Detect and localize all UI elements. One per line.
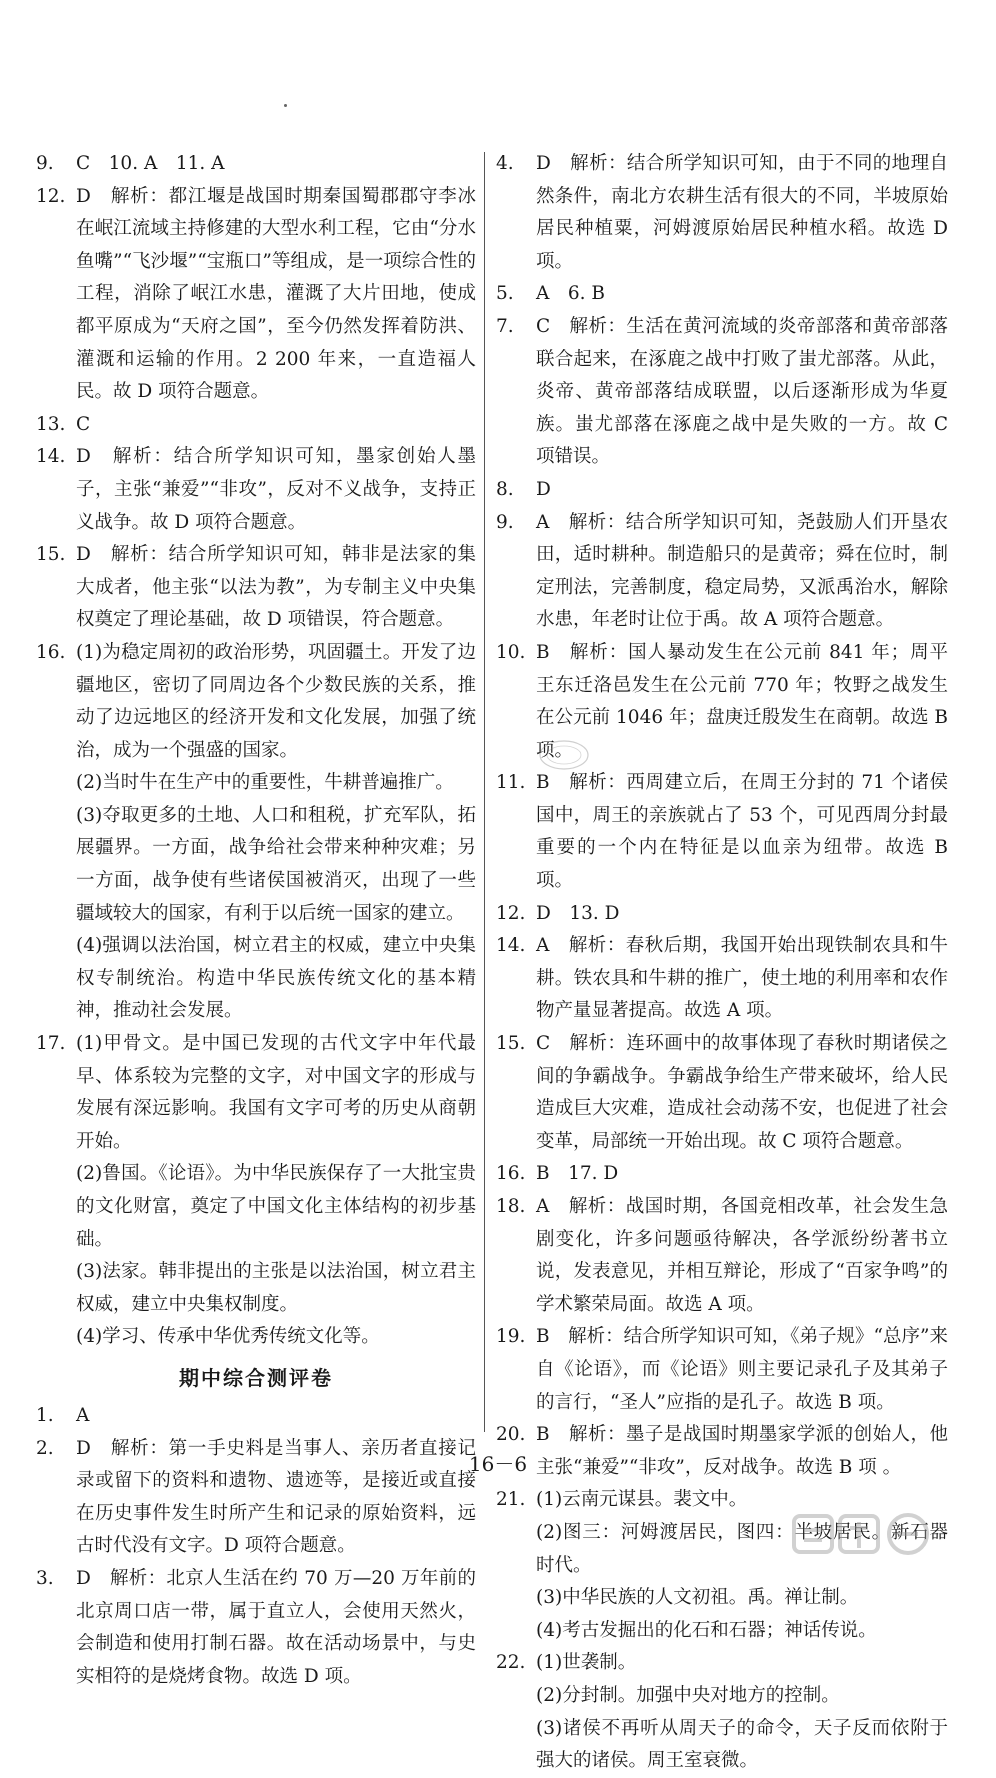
answer-item xyxy=(36,1400,476,1433)
answer-item xyxy=(36,409,476,442)
column-divider xyxy=(484,152,485,1432)
item-number: 14. xyxy=(496,935,526,957)
item-number: 19. xyxy=(496,1326,526,1348)
answer-item xyxy=(36,539,476,637)
answer-text: B 解析：墨子是战国时期墨家学派的创始人，他主张“兼爱”“非攻”，反对战争。故选 B 项 。 xyxy=(536,1424,948,1478)
section-heading: 期中综合测评卷 xyxy=(179,1365,333,1390)
item-number: 10. xyxy=(496,641,526,663)
watermark-logo-icon xyxy=(790,1510,980,1560)
answer-item xyxy=(496,507,948,637)
answer-text: B 解析：西周建立后，在周王分封的 71 个诸侯国中，周王的亲族就占了 53 个，可见西周分封最重要的一个内在特征是以血亲为纽带。故选 B 项。 xyxy=(536,772,948,892)
answer-subitem: (3)法家。韩非提出的主张是以法治国，树立君主权威，建立中央集权制度。 xyxy=(76,1261,476,1315)
answer-text: D 13. D xyxy=(536,902,620,924)
item-number: 13. xyxy=(36,413,66,435)
print-speck xyxy=(284,104,287,107)
answer-text: B 17. D xyxy=(536,1163,619,1185)
answer-subitem: (2)当时牛在生产中的重要性，牛耕普遍推广。 xyxy=(76,772,454,794)
answer-item xyxy=(36,637,476,767)
answer-subitem: (2)鲁国。《论语》。为中华民族保存了一大批宝贵的文化财富，奠定了中国文化主体结构的初步基础。 xyxy=(76,1163,476,1250)
answer-item xyxy=(496,1158,948,1191)
answer-item xyxy=(36,441,476,539)
answer-text: C 解析：连环画中的故事体现了春秋时期诸侯之间的争霸战争。争霸战争给生产带来破坏，给人民造成巨大灾难，造成社会动荡不安，也促进了社会变革，局部统一开始出现。故 C 项符合题意。 xyxy=(536,1033,948,1152)
answer-text: (1)甲骨文。是中国已发现的古代文字中年代最早、体系较为完整的文字，对中国文字的形成与发展有深远影响。我国有文字可考的历史从商朝开始。 xyxy=(76,1033,476,1152)
answer-item xyxy=(496,767,948,897)
answer-text: (1)云南元谋县。裴文中。 xyxy=(536,1489,748,1511)
item-number: 20. xyxy=(496,1424,526,1446)
answer-text: B 解析：结合所学知识可知，《弟子规》“总序”来自《论语》，而《论语》则主要记录孔子及其弟子的言行，“圣人”应指的是孔子。故选 B 项。 xyxy=(536,1326,948,1413)
answer-item xyxy=(496,311,948,474)
answer-item xyxy=(496,1191,948,1321)
answer-text: D 解析：都江堰是战国时期秦国蜀郡郡守李冰在岷江流域主持修建的大型水利工程，它由“分水鱼嘴”“飞沙堰”“宝瓶口”等组成，是一项综合性的工程，消除了岷江水患，灌溉了大片田地，使成都平原成为“天府之国”，至今仍然发挥着防洪、灌溉和运输的作用。2 200 年来，一直造福人民。故 D 项符合题意。 xyxy=(76,185,476,403)
item-number: 21. xyxy=(496,1489,526,1511)
answer-text: D 解析：结合所学知识可知，韩非是法家的集大成者，他主张“以法为教”，为专制主义中央集权奠定了理论基础，故 D 项错误，符合题意。 xyxy=(76,544,476,631)
answer-item xyxy=(496,898,948,931)
item-number: 17. xyxy=(36,1033,66,1055)
item-number: 18. xyxy=(496,1196,526,1217)
item-number: 2. xyxy=(36,1437,54,1459)
answer-subitem: (4)强调以法治国，树立君主的权威，建立中央集权专制统治。构造中华民族传统文化的基本精神，推动社会发展。 xyxy=(76,935,476,1022)
answer-text: A 解析：结合所学知识可知，尧鼓励人们开垦农田，适时耕种。制造船只的是黄帝；舜在位时，制定刑法，完善制度，稳定局势，又派禹治水，解除水患，年老时让位于禹。故 A 项符合题意。 xyxy=(536,511,948,631)
answer-text: D 解析：结合所学知识可知，墨家创始人墨子，主张“兼爱”“非攻”，反对不义战争，支持正义战争。故 D 项符合题意。 xyxy=(76,446,476,533)
item-number: 15. xyxy=(496,1033,526,1055)
answer-item xyxy=(496,1647,948,1680)
answer-subitem: (3)诸侯不再听从周天子的命令，天子反而依附于强大的诸侯。周王室衰微。 xyxy=(536,1717,948,1772)
answer-text: C 解析：生活在黄河流域的炎帝部落和黄帝部落联合起来，在涿鹿之战中打败了蚩尤部落。从此，炎帝、黄帝部落结成联盟，以后逐渐形成为华夏族。蚩尤部落在涿鹿之战中是失败的一方。故 C 项错误。 xyxy=(536,315,948,468)
answer-item xyxy=(496,148,948,278)
item-number: 12. xyxy=(496,902,526,924)
answer-text: A 6. B xyxy=(536,283,605,305)
answer-text: A xyxy=(76,1404,90,1426)
answer-text: B 解析：国人暴动发生在公元前 841 年；周平王东迁洛邑发生在公元前 770 年；牧野之战发生在公元前 1046 年；盘庚迁殷发生在商朝。故选 B 项。 xyxy=(536,641,948,761)
page-number: 16－6 xyxy=(468,1452,528,1476)
answer-subitem: (4)学习、传承中华优秀传统文化等。 xyxy=(76,1326,380,1348)
item-number: 14. xyxy=(36,446,66,468)
item-number: 12. xyxy=(36,185,66,207)
answer-text: D 解析：结合所学知识可知，由于不同的地理自然条件，南北方农耕生活有很大的不同，半坡原始居民种植粟，河姆渡原始居民种植水稻。故选 D 项。 xyxy=(536,153,948,272)
answer-text: (1)世袭制。 xyxy=(536,1652,637,1674)
answer-text: C xyxy=(76,413,91,435)
answer-item xyxy=(36,1028,476,1158)
answer-item xyxy=(496,1028,948,1158)
answer-text: A 解析：春秋后期，我国开始出现铁制农具和牛耕。铁农具和牛耕的推广，使土地的利用率和农作物产量显著提高。故选 A 项。 xyxy=(536,935,948,1022)
answer-subitem: (2)分封制。加强中央对地方的控制。 xyxy=(536,1684,840,1706)
item-number: 7. xyxy=(496,315,514,337)
answer-text: D 解析：第一手史料是当事人、亲历者直接记录或留下的资料和遗物、遗迹等，是接近或直接在历史事件发生时所产生和记录的原始资料，远古时代没有文字。D 项符合题意。 xyxy=(76,1437,476,1557)
answer-text: D xyxy=(536,478,551,500)
item-number: 9. xyxy=(36,153,54,174)
item-number: 16. xyxy=(36,641,66,663)
answer-text: D 解析：北京人生活在约 70 万—20 万年前的北京周口店一带，属于直立人，会使用天然火，会制造和使用打制石器。故在活动场景中，与史实相符的是烧烤食物。故选 D 项。 xyxy=(76,1567,476,1687)
answer-subitem: (2)图三：河姆渡居民，图四：半坡居民。新石器时代。 xyxy=(536,1521,948,1576)
answer-subitem: (4)考古发掘出的化石和石器；神话传说。 xyxy=(536,1619,877,1641)
item-number: 22. xyxy=(496,1652,526,1674)
answer-item xyxy=(496,1321,948,1419)
answer-text: C 10. A 11. A xyxy=(76,153,225,174)
item-number: 16. xyxy=(496,1163,526,1185)
answer-text: (1)为稳定周初的政治形势，巩固疆土。开发了边疆地区，密切了同周边各个少数民族的关系，推动了边远地区的经济开发和文化发展，加强了统治，成为一个强盛的国家。 xyxy=(76,641,476,761)
item-number: 4. xyxy=(496,153,514,174)
item-number: 1. xyxy=(36,1404,54,1426)
answer-subitem: (3)中华民族的人文初祖。禹。禅让制。 xyxy=(536,1587,859,1609)
answer-item xyxy=(36,148,476,181)
item-number: 5. xyxy=(496,283,514,305)
faint-seal-stamp xyxy=(537,738,591,772)
item-number: 8. xyxy=(496,478,514,500)
answer-subitem: (3)夺取更多的土地、人口和租税，扩充军队，拓展疆界。一方面，战争给社会带来种种灾难；另一方面，战争使有些诸侯国被消灭，出现了一些疆域较大的国家，有利于以后统一国家的建立。 xyxy=(76,804,476,924)
answer-item xyxy=(496,474,948,507)
watermark-logo xyxy=(790,1510,980,1590)
answer-item xyxy=(36,181,476,409)
answer-text: A 解析：战国时期，各国竞相改革，社会发生急剧变化，许多问题亟待解决，各学派纷纷著书立说，发表意见，并相互辩论，形成了“百家争鸣”的学术繁荣局面。故选 A 项。 xyxy=(536,1196,948,1315)
answer-item xyxy=(36,1563,476,1693)
item-number: 15. xyxy=(36,544,66,566)
answer-item xyxy=(496,930,948,1028)
item-number: 11. xyxy=(496,772,526,794)
item-number: 9. xyxy=(496,511,514,533)
answer-item xyxy=(496,278,948,311)
item-number: 3. xyxy=(36,1567,54,1589)
